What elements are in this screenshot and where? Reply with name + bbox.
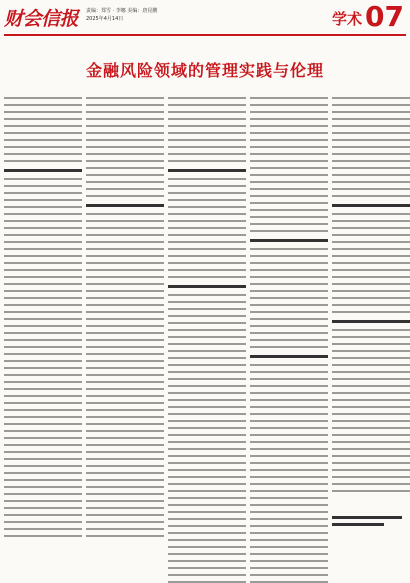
article-column-2: [86, 92, 164, 562]
section-heading: [332, 320, 410, 323]
date-line: 2025年4月14日: [86, 16, 124, 22]
section-heading: [4, 169, 82, 172]
section-heading: [86, 204, 164, 207]
section-heading: [250, 355, 328, 358]
article-column-3: [168, 92, 246, 562]
header-rule: [4, 34, 406, 36]
author-byline: [332, 512, 406, 532]
page-number: 07: [365, 0, 404, 33]
section-heading: [250, 239, 328, 242]
article-column-5: [332, 92, 410, 502]
page-header: [0, 0, 410, 40]
section-heading: [168, 169, 246, 172]
section-heading: [332, 204, 410, 207]
section-name: 学术: [331, 10, 362, 28]
article-column-1: [4, 92, 82, 562]
page-meta: [86, 7, 157, 23]
editor-line: 责编：郑雪 · 李娜 美编：唐昆鹏: [86, 8, 158, 14]
article-column-4: [250, 92, 328, 562]
section-heading: [168, 285, 246, 288]
masthead-logo: 财会信报: [4, 8, 79, 30]
article-headline: 金融风险领域的管理实践与伦理: [85, 61, 324, 80]
